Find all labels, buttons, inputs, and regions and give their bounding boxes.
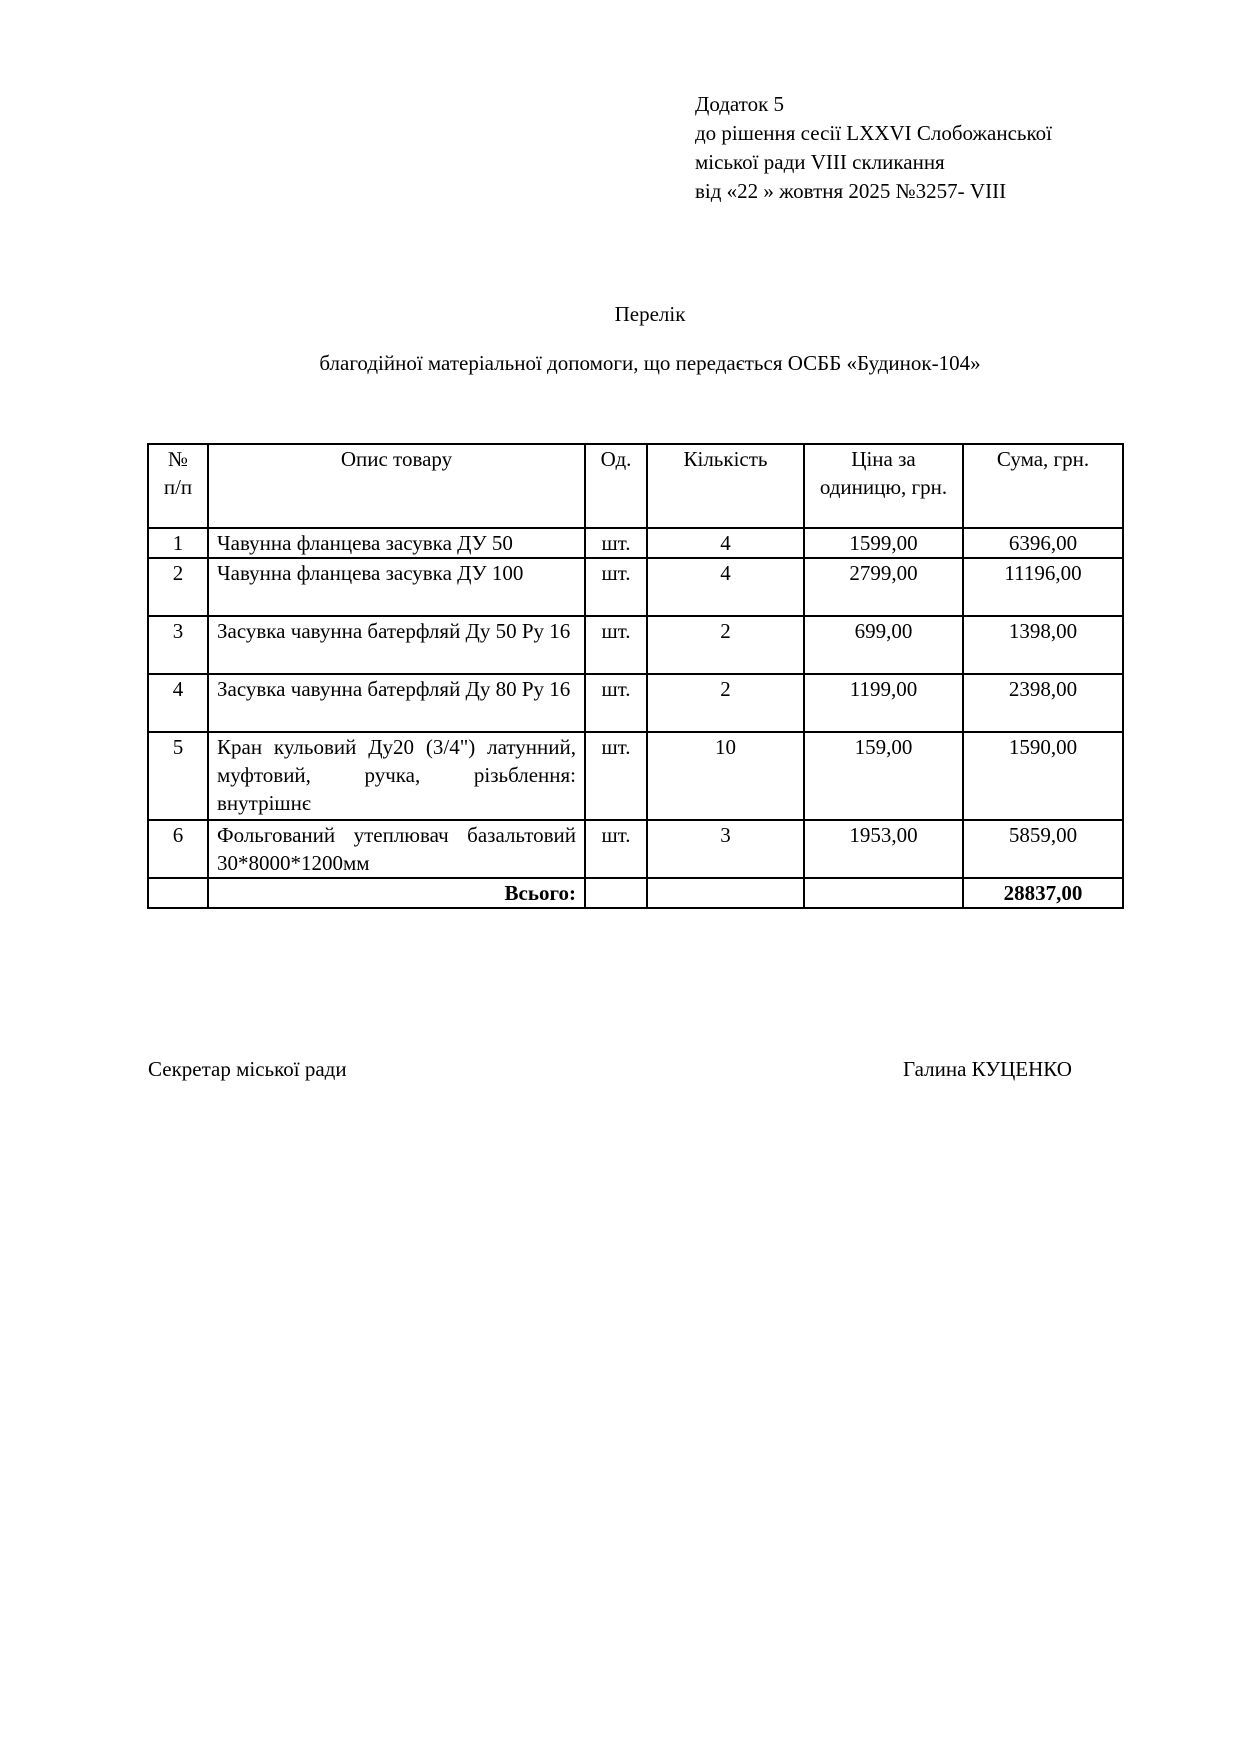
header-quantity: Кількість [647,444,804,528]
table-row [148,674,1123,732]
row-price: 699,00 [804,616,963,674]
header-description: Опис товару [208,444,585,528]
row-unit: шт. [585,528,647,558]
annex-line: Додаток 5 [695,92,785,116]
row-quantity: 4 [647,558,804,616]
row-unit: шт. [585,820,647,878]
row-price: 2799,00 [804,558,963,616]
annex-header [695,90,1052,206]
header-sum: Сума, грн. [963,444,1123,528]
row-description: Засувка чавунна батерфляй Ду 50 Ру 16 [208,616,585,674]
table-row [148,616,1123,674]
table-row [148,820,1123,878]
annex-line: міської ради VIII скликання [695,150,945,174]
row-unit: шт. [585,558,647,616]
row-price: 1199,00 [804,674,963,732]
table-row [148,558,1123,616]
document-subtitle: благодійної матеріальної допомоги, що передається ОСББ «Будинок-104» [319,351,981,375]
annex-line: від «22 » жовтня 2025 №3257- VIII [695,179,1007,203]
row-description: Фольгований утеплювач базальтовий 30*8000*1200мм [208,820,585,878]
row-unit: шт. [585,616,647,674]
row-number: 4 [148,674,208,732]
document-title: Перелік [614,302,686,326]
signatory-position: Секретар міської ради [148,1057,347,1081]
row-sum: 2398,00 [963,674,1123,732]
table-header-row [148,444,1123,528]
total-label: Всього: [208,878,585,908]
row-description: Засувка чавунна батерфляй Ду 80 Ру 16 [208,674,585,732]
row-unit: шт. [585,674,647,732]
row-sum: 1590,00 [963,732,1123,820]
row-sum: 5859,00 [963,820,1123,878]
row-quantity: 4 [647,528,804,558]
row-number: 6 [148,820,208,878]
row-number: 3 [148,616,208,674]
total-value: 28837,00 [963,878,1123,908]
items-table [147,443,1124,909]
header-price: Ціна за одиницю, грн. [804,444,963,528]
row-sum: 1398,00 [963,616,1123,674]
annex-line: до рішення сесії LXXVI Слобожанської [695,121,1052,145]
header-number: № п/п [148,444,208,528]
row-price: 1599,00 [804,528,963,558]
table-row [148,732,1123,820]
row-description: Чавунна фланцева засувка ДУ 50 [208,528,585,558]
row-sum: 11196,00 [963,558,1123,616]
row-price: 159,00 [804,732,963,820]
row-number: 1 [148,528,208,558]
row-description: Чавунна фланцева засувка ДУ 100 [208,558,585,616]
row-number: 5 [148,732,208,820]
row-quantity: 2 [647,616,804,674]
row-quantity: 2 [647,674,804,732]
row-quantity: 3 [647,820,804,878]
signatory-name: Галина КУЦЕНКО [903,1057,1072,1081]
row-price: 1953,00 [804,820,963,878]
row-unit: шт. [585,732,647,820]
row-quantity: 10 [647,732,804,820]
row-description: Кран кульовий Ду20 (3/4") латунний, муфтовий, ручка, різьблення: внутрішнє [208,732,585,820]
row-number: 2 [148,558,208,616]
total-row [148,878,1123,908]
row-sum: 6396,00 [963,528,1123,558]
table-row [148,528,1123,558]
header-unit: Од. [585,444,647,528]
